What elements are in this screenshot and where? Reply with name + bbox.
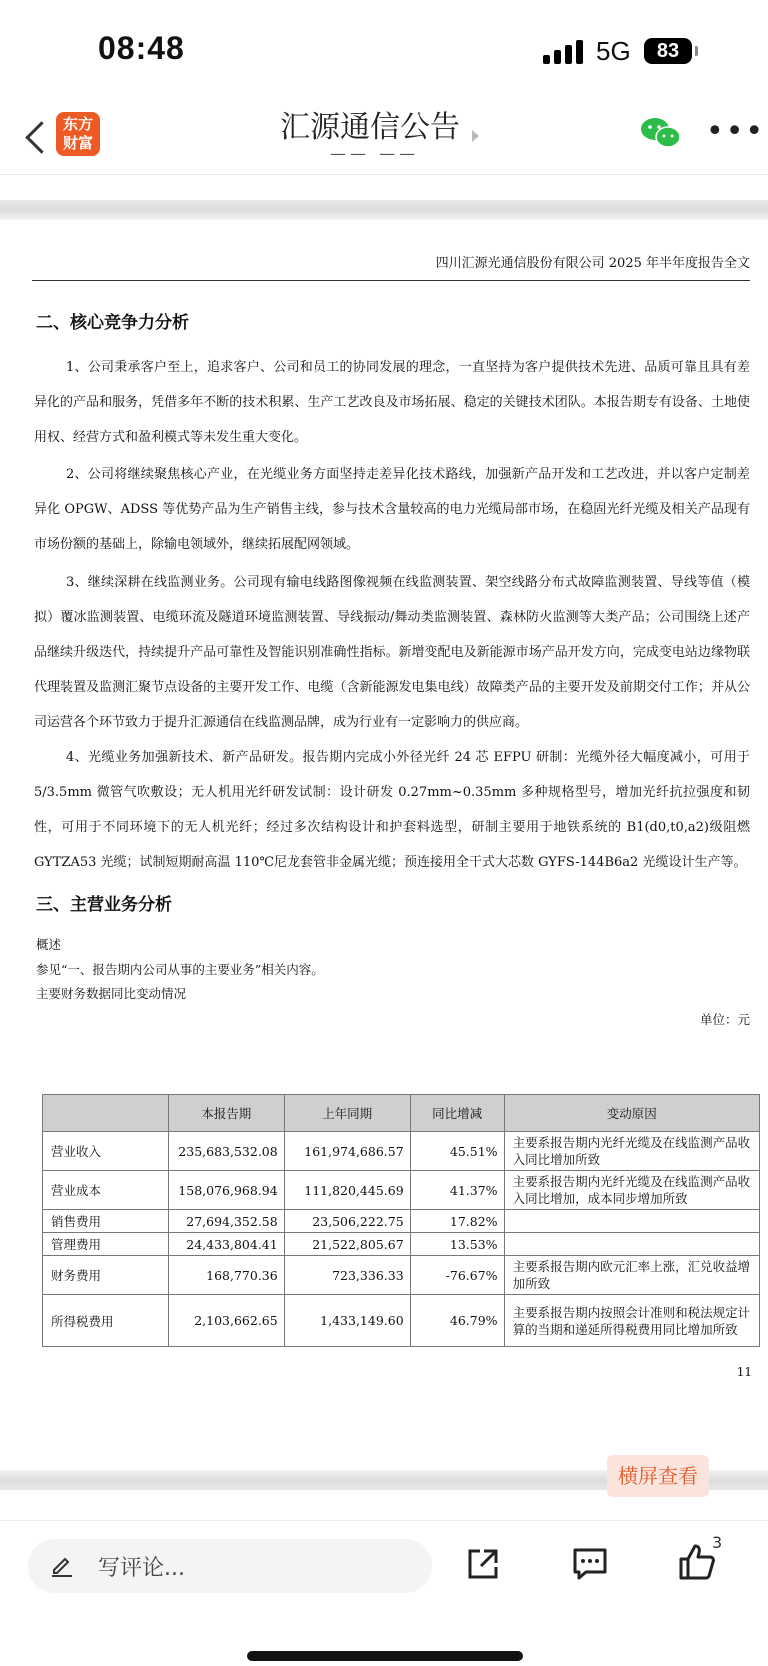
table-row [43, 1233, 760, 1256]
pen-icon [50, 1553, 74, 1577]
table-cell: 111,820,445.69 [284, 1171, 410, 1210]
page-number: 11 [736, 1365, 752, 1379]
wechat-share-icon[interactable] [640, 116, 682, 150]
table-header-cell: 同比增减 [410, 1095, 504, 1132]
paragraph-1: 1、公司秉承客户至上，追求客户、公司和员工的协同发展的理念，一直坚持为客户提供技术先进、品质可靠且具有差异化的产品和服务，凭借多年不断的技术积累、生产工艺改良及市场拓展、稳定的关键技术团队。本报告期专有设备、土地使用权、经营方式和盈利模式等未发生重大变化。 [34, 360, 750, 445]
table-cell: 41.37% [410, 1171, 504, 1210]
landscape-view-button[interactable]: 横屏查看 [607, 1455, 709, 1497]
page-separator-top [0, 200, 768, 220]
table-cell: 45.51% [410, 1132, 504, 1171]
table-cell: 21,522,805.67 [284, 1233, 410, 1256]
table-cell: 所得税费用 [43, 1295, 169, 1347]
table-cell: 17.82% [410, 1210, 504, 1233]
table-cell: 管理费用 [43, 1233, 169, 1256]
table-cell: 723,336.33 [284, 1256, 410, 1295]
status-bar [0, 0, 768, 100]
thumbs-up-icon[interactable] [678, 1543, 716, 1581]
back-button[interactable] [22, 114, 52, 154]
table-cell: 161,974,686.57 [284, 1132, 410, 1171]
status-time: 08:48 [98, 30, 185, 66]
table-cell: 235,683,532.08 [168, 1132, 284, 1171]
overview-label: 概述 [36, 937, 62, 952]
comment-placeholder: 写评论... [98, 1556, 185, 1581]
table-cell: 23,506,222.75 [284, 1210, 410, 1233]
table-header-cell: 上年同期 [284, 1095, 410, 1132]
nav-bar [0, 100, 768, 175]
logo-line1: 东方 [62, 115, 93, 133]
financial-table [42, 1094, 760, 1347]
table-row [43, 1171, 760, 1210]
overview-text: 参见“一、报告期内公司从事的主要业务”相关内容。 [36, 962, 324, 977]
table-header-cell: 变动原因 [504, 1095, 759, 1132]
table-cell: 主要系报告期内按照会计准则和税法规定计算的当期和递延所得税费用同比增加所致 [504, 1295, 759, 1347]
more-icon[interactable]: ••• [706, 114, 766, 149]
table-cell: 13.53% [410, 1233, 504, 1256]
document-page [0, 220, 768, 1470]
page-title: 汇源通信公告 [280, 110, 460, 145]
battery-icon: 83 [644, 38, 692, 64]
table-cell: 46.79% [410, 1295, 504, 1347]
table-caption: 主要财务数据同比变动情况 [36, 986, 187, 1001]
table-cell: 2,103,662.65 [168, 1295, 284, 1347]
share-icon[interactable] [466, 1547, 500, 1581]
table-row [43, 1210, 760, 1233]
logo-line2: 财富 [62, 134, 93, 152]
section2-title: 二、核心竞争力分析 [36, 313, 189, 333]
table-cell [504, 1233, 759, 1256]
table-cell: 主要系报告期内光纤光缆及在线监测产品收入同比增加，成本同步增加所致 [504, 1171, 759, 1210]
table-cell [504, 1210, 759, 1233]
table-cell: 营业收入 [43, 1132, 169, 1171]
section3-title: 三、主营业务分析 [36, 895, 172, 915]
table-cell: 财务费用 [43, 1256, 169, 1295]
table-cell: 158,076,968.94 [168, 1171, 284, 1210]
table-row [43, 1132, 760, 1171]
title-arrow-icon[interactable] [472, 130, 479, 142]
table-cell: 主要系报告期内光纤光缆及在线监测产品收入同比增加所致 [504, 1132, 759, 1171]
table-cell: 27,694,352.58 [168, 1210, 284, 1233]
table-header-cell [43, 1095, 169, 1132]
page-subtitle: —— —— [330, 144, 420, 163]
comment-input[interactable] [28, 1539, 432, 1593]
paragraph-3: 3、继续深耕在线监测业务。公司现有输电线路图像视频在线监测装置、架空线路分布式故障监测装置、导线等值（模拟）覆冰监测装置、电缆环流及隧道环境监测装置、导线振动/舞动类监测装置、森林防火监测等大类产品；公司围绕上述产品继续升级迭代，持续提升产品可靠性及智能识别准确性指标。新增变配电及新能源市场产品开发方向，完成变电站边缘物联代理装置及监测汇聚节点设备的主要开发工作、电缆（含新能源发电集电线）故障类产品的主要开发及前期交付工作；并从公司运营各个环节致力于提升汇源通信在线监测品牌，成为行业有一定影响力的供应商。 [34, 575, 750, 730]
table-cell: 主要系报告期内欧元汇率上涨，汇兑收益增加所致 [504, 1256, 759, 1295]
app-logo [56, 112, 100, 156]
unit-label: 单位：元 [699, 1012, 750, 1027]
home-indicator [247, 1651, 523, 1661]
like-count: 3 [712, 1533, 723, 1552]
comment-icon[interactable] [572, 1547, 608, 1581]
table-row [43, 1256, 760, 1295]
table-header-row [43, 1095, 760, 1132]
bottom-bar [0, 1520, 768, 1666]
table-cell: 1,433,149.60 [284, 1295, 410, 1347]
paragraph-4: 4、光缆业务加强新技术、新产品研发。报告期内完成小外径光纤 24 芯 EFPU 研制：光缆外径大幅度减小，可用于5/3.5mm 微管气吹敷设；无人机用光纤研发试制：设计研发 0.27mm~0.35mm 多种规格型号，增加光纤抗拉强度和韧性，可用于不同环境下的无人机光纤；经过多次结构设计和护套料选型，研制主要用于地铁系统的 B1(d0,t0,a2)级阻燃 GYTZA53 光缆；试制短期耐高温 110℃尼龙套管非金属光缆；预连接用全干式大芯数 GYFS-144B6a2 光缆设计生产等。 [34, 750, 750, 870]
table-cell: 24,433,804.41 [168, 1233, 284, 1256]
table-cell: 营业成本 [43, 1171, 169, 1210]
network-type: 5G [596, 36, 631, 66]
table-cell: 168,770.36 [168, 1256, 284, 1295]
table-row [43, 1295, 760, 1347]
table-cell: -76.67% [410, 1256, 504, 1295]
signal-icon [543, 40, 585, 64]
doc-header: 四川汇源光通信股份有限公司 2025 年半年度报告全文 [32, 252, 750, 281]
table-header-cell: 本报告期 [168, 1095, 284, 1132]
paragraph-2: 2、公司将继续聚焦核心产业，在光缆业务方面坚持走差异化技术路线，加强新产品开发和工艺改进，并以客户定制差异化 OPGW、ADSS 等优势产品为生产销售主线，参与技术含量较高的电力光缆局部市场，在稳固光纤光缆及相关产品现有市场份额的基础上，除输电领域外，继续拓展配网领域。 [34, 467, 750, 552]
table-cell: 销售费用 [43, 1210, 169, 1233]
